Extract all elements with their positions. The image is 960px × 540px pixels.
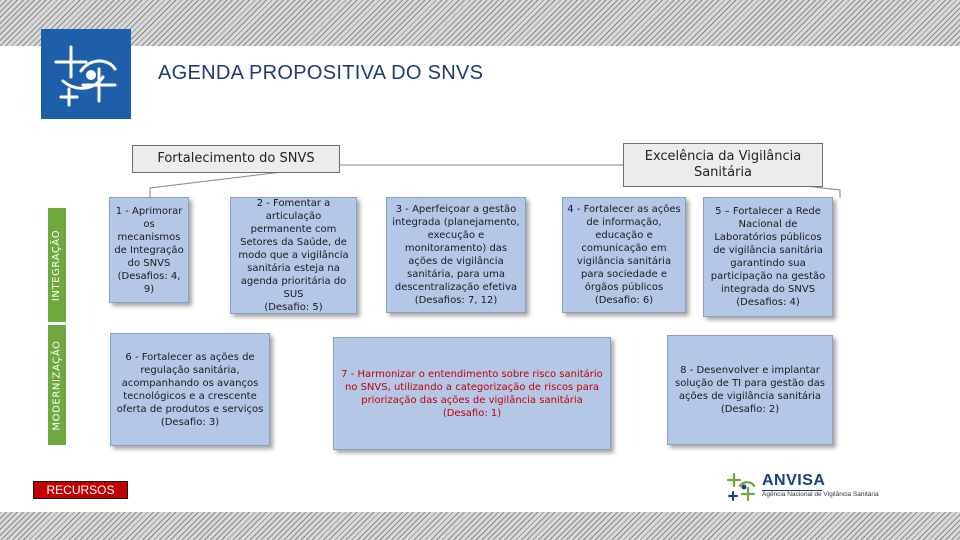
action-box-2-text: 2 - Fomentar a articulação permanente com Setores da Saúde, de modo que a vigilância sanitária esteja na agenda prioritária do SUS: [238, 198, 349, 300]
action-box-5-text: 5 – Fortalecer a Rede Nacional de Laboratórios públicos de vigilância sanitária garantindo sua participação na gestão integrada do SNVS: [710, 206, 826, 295]
anvisa-name: ANVISA: [762, 472, 826, 489]
action-box-6: [110, 333, 270, 446]
action-box-7-desafios: (Desafio: 1): [442, 407, 502, 419]
action-box-6-text: 6 - Fortalecer as ações de regulação sanitária, acompanhando os avanços tecnológicos e a crescente oferta de produtos e serviços: [116, 351, 264, 415]
pillar-excelencia-vigilancia: [623, 143, 823, 187]
anvisa-subtitle: Agência Nacional de Vigilância Sanitária: [762, 491, 879, 498]
action-box-1: [109, 197, 189, 303]
side-label-modernizacao-text: MODERNIZAÇÃO: [51, 339, 63, 431]
pillar-fortalecimento-label: Fortalecimento do SNVS: [157, 150, 315, 166]
side-label-integracao: [48, 208, 66, 322]
side-label-integracao-text: INTEGRAÇÃO: [51, 229, 63, 301]
action-box-7-text: 7 - Harmonizar o entendimento sobre risco sanitário no SNVS, utilizando a categorização de riscos para priorização das ações de vigilância sanitária: [341, 368, 603, 406]
action-box-3-desafios: (Desafios: 7, 12): [414, 295, 498, 306]
page-title: AGENDA PROPOSITIVA DO SNVS: [158, 62, 484, 84]
action-box-5: [703, 197, 833, 317]
action-box-2-desafios: (Desafio: 5): [264, 302, 323, 313]
action-box-7: [333, 337, 611, 450]
pillar-excelencia-label-line2: Sanitária: [693, 165, 753, 180]
side-label-modernizacao: [48, 325, 66, 445]
pillar-fortalecimento-snvs: [132, 145, 340, 173]
action-box-3-text: 3 - Aperfeiçoar a gestão integrada (planejamento, execução e monitoramento) das ações de vigilância sanitária, para uma descentralização efetiva: [392, 204, 520, 293]
anvisa-emblem-icon: [724, 470, 758, 504]
action-box-8-text: 8 - Desenvolver e implantar solução de TI para gestão das ações de vigilância sanitária: [675, 365, 825, 402]
action-box-8-desafios: (Desafio: 2): [720, 404, 780, 415]
action-box-5-desafios: (Desafios: 4): [736, 297, 800, 308]
action-box-3: [386, 197, 526, 313]
action-box-4-text: 4 - Fortalecer as ações de informação, educação e comunicação em vigilância sanitária para sociedade e órgãos públicos: [567, 204, 681, 293]
action-box-1-text: 1 - Aprimorar os mecanismos de Integração do SNVS: [114, 205, 184, 269]
action-box-4-desafios: (Desafio: 6): [594, 295, 654, 306]
recursos-label: RECURSOS: [33, 481, 128, 499]
action-box-1-desafios: (Desafios: 4, 9): [117, 270, 181, 295]
anvisa-footer-logo: [724, 470, 904, 504]
action-box-8: [667, 335, 833, 445]
action-box-4: [562, 197, 686, 313]
pillar-excelencia-label-line1: Excelência da Vigilância: [644, 148, 802, 164]
action-box-6-desafios: (Desafio: 3): [160, 416, 220, 428]
action-box-2: [230, 197, 357, 314]
